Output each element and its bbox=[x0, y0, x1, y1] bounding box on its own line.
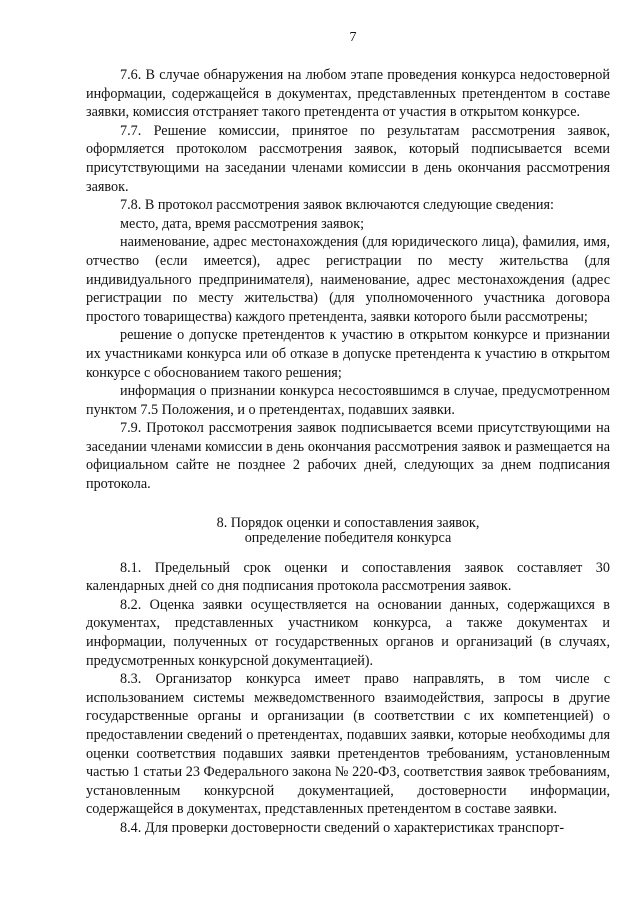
section-8-title-line-1: 8. Порядок оценки и сопоставления заявок, bbox=[216, 514, 480, 531]
paragraph-8-3: 8.3. Организатор конкурса имеет право направлять, в том числе с использованием системы межведомственного взаимодействия, запросы в другие государственные органы и организации (в соответствии с их компетенцией) о предоставлении сведений о претендентах, подавших заявки, которые необходимы для оценки соответствия подавших заявки претендентов требованиям, установленным частью 1 статьи 23 Федерального закона № 220-ФЗ, соответствия заявок требованиям, установленным конкурсной документацией, достоверности информации, содержащейся в документах, представленных претендентом в составе заявки. bbox=[86, 671, 610, 818]
paragraph-8-4: 8.4. Для проверки достоверности сведений о характеристиках транспорт- bbox=[120, 819, 565, 836]
paragraph-7-6: 7.6. В случае обнаружения на любом этапе проведения конкурса недостоверной информации, содержащейся в документах, представленных претендентом в составе заявки, комиссия отстраняет такого претендента от участия в открытом конкурсе. bbox=[86, 67, 610, 121]
page-number: 7 bbox=[349, 30, 357, 45]
paragraph-8-1: 8.1. Предельный срок оценки и сопоставления заявок составляет 30 календарных дней со дня подписания протокола рассмотрения заявок. bbox=[86, 559, 610, 595]
paragraph-8-2: 8.2. Оценка заявки осуществляется на основании данных, содержащихся в документах, представленных участником конкурса, а также документах и информации, полученных от государственных органов и организаций (в случаях, предусмотренных конкурсной документацией). bbox=[86, 596, 610, 669]
section-8-title-line-2: определение победителя конкурса bbox=[244, 530, 452, 547]
list-item-admission-decision: решение о допуске претендентов к участию в открытом конкурсе и признании их участниками конкурса или об отказе в допуске претендента к участию в открытом конкурсе с обоснованием такого решения; bbox=[86, 327, 610, 381]
list-item-failed-contest-info: информация о признании конкурса несостоявшимся в случае, предусмотренном пунктом 7.5 Положения, и о претендентах, подавших заявки. bbox=[86, 383, 610, 418]
list-item-applicant-details: наименование, адрес местонахождения (для юридического лица), фамилия, имя, отчество (если имеется), адрес регистрации по месту жительства (для индивидуального предпринимателя), наименование, адрес местонахождения (адрес регистрации по месту жительства) (для уполномоченного участника договора простого товарищества) каждого претендента, заявки которого были рассмотрены; bbox=[86, 234, 610, 325]
paragraph-7-8: 7.8. В протокол рассмотрения заявок включаются следующие сведения: bbox=[120, 197, 554, 214]
section-8-title bbox=[86, 516, 610, 547]
list-item-place-date: место, дата, время рассмотрения заявок; bbox=[120, 215, 365, 232]
paragraph-7-9: 7.9. Протокол рассмотрения заявок подписывается всеми присутствующими на заседании членами комиссии в день окончания рассмотрения заявок и размещается на официальном сайте не позднее 2 рабочих дней, следующих за днем подписания протокола. bbox=[86, 420, 610, 493]
paragraph-7-7: 7.7. Решение комиссии, принятое по результатам рассмотрения заявок, оформляется протоколом рассмотрения заявок, который подписывается всеми присутствующими на заседании членами комиссии в день окончания рассмотрения заявок. bbox=[86, 122, 610, 195]
